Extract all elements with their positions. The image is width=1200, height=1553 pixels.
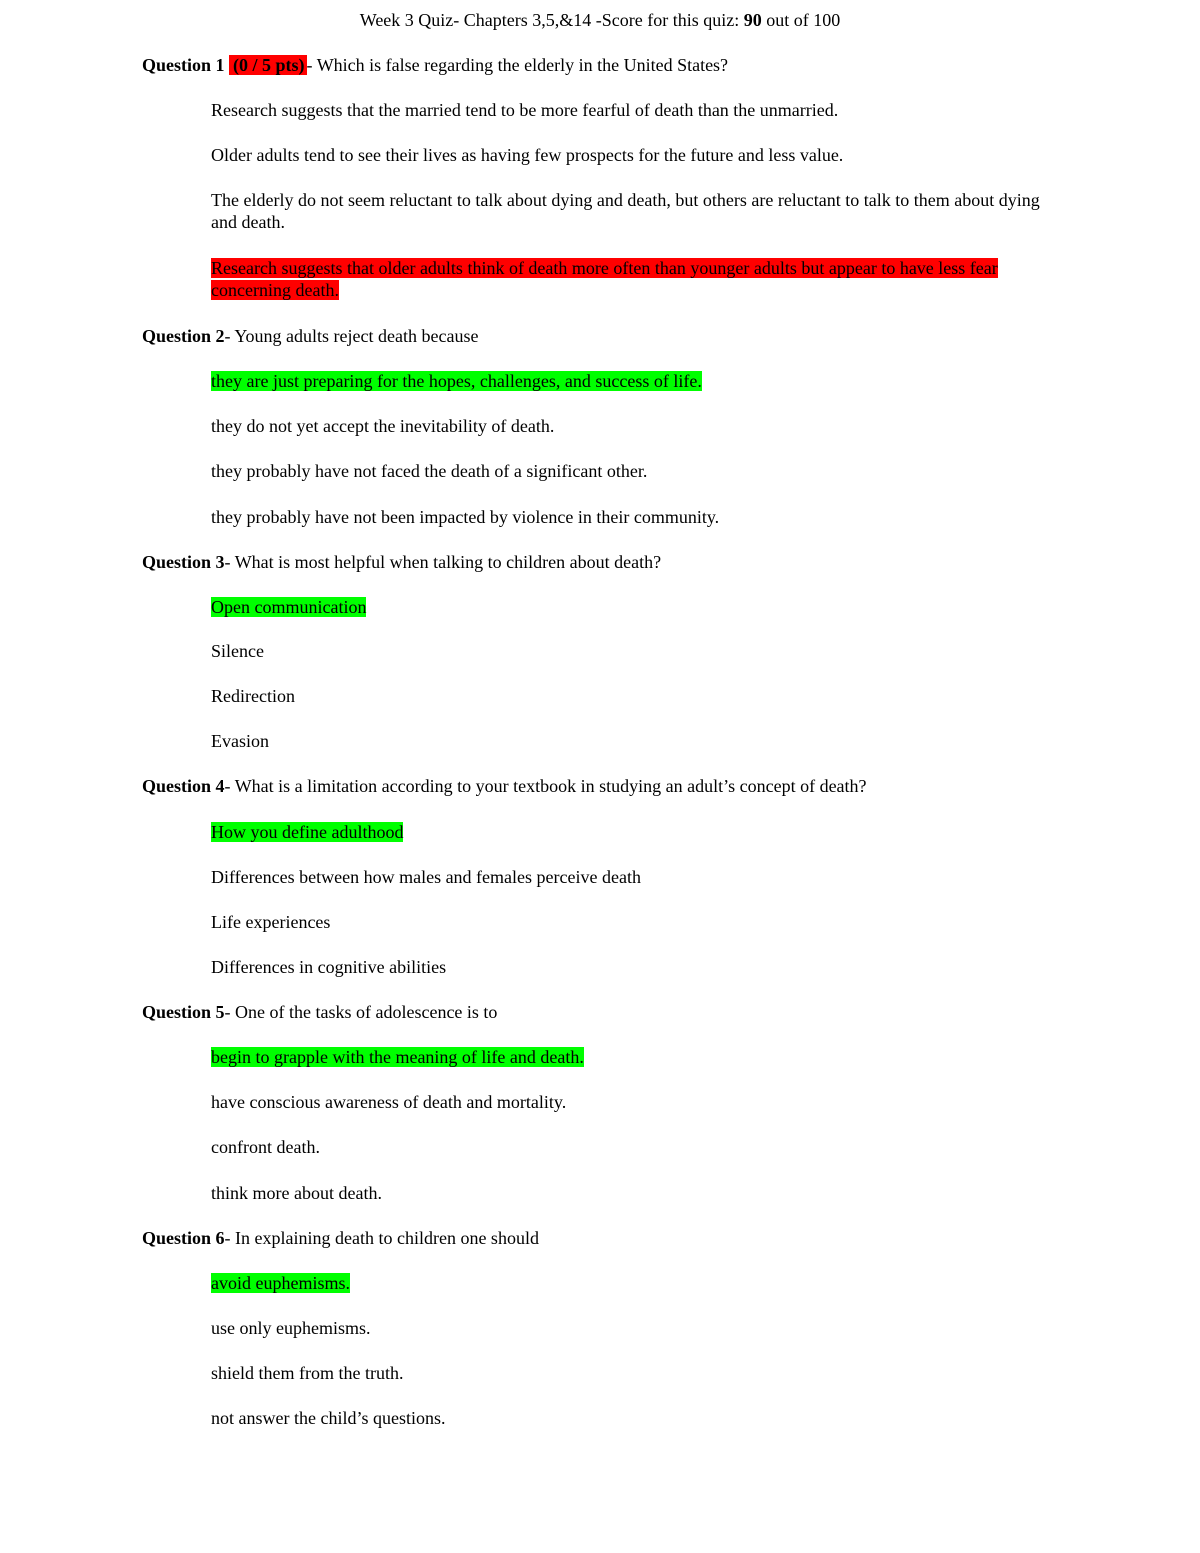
answer-text: they are just preparing for the hopes, challenges, and success of life.	[211, 371, 702, 391]
answer-option	[211, 144, 1041, 166]
answer-text: Research suggests that older adults think of death more often than younger adults but appear to have less fear concerning death.	[211, 258, 998, 300]
answer-text: they do not yet accept the inevitability of death.	[211, 416, 555, 436]
question-text: In explaining death to children one should	[235, 1228, 539, 1248]
answer-text: avoid euphemisms.	[211, 1273, 350, 1293]
answer-option	[211, 1362, 1041, 1384]
answer-option	[211, 1317, 1041, 1339]
question-separator: -	[306, 55, 317, 75]
answer-option-correct	[211, 370, 1041, 392]
answer-option-incorrect-selected	[211, 257, 1041, 301]
question-label: Question 1	[142, 55, 225, 75]
question-4	[142, 775, 1042, 797]
answer-option	[211, 460, 1041, 482]
answer-text: Evasion	[211, 731, 269, 751]
answer-option	[211, 640, 1041, 662]
answer-text: The elderly do not seem reluctant to talk about dying and death, but others are reluctant to talk to them about dying and death.	[211, 190, 1040, 232]
answer-text: not answer the child’s questions.	[211, 1408, 446, 1428]
answer-text: Research suggests that the married tend to be more fearful of death than the unmarried.	[211, 100, 839, 120]
title-suffix: out of 100	[761, 10, 841, 30]
answer-text: Older adults tend to see their lives as having few prospects for the future and less value.	[211, 145, 844, 165]
question-separator: -	[224, 776, 235, 796]
answer-option	[211, 506, 1041, 528]
question-1	[142, 54, 1042, 76]
question-label: Question 6	[142, 1228, 225, 1248]
answer-text: Redirection	[211, 686, 295, 706]
question-text: What is a limitation according to your textbook in studying an adult’s concept of death?	[234, 776, 867, 796]
answer-option	[211, 730, 1041, 752]
answer-text: use only euphemisms.	[211, 1318, 371, 1338]
page-title	[0, 9, 1200, 31]
question-separator: -	[224, 552, 235, 572]
answer-option	[211, 911, 1041, 933]
question-text: Which is false regarding the elderly in the United States?	[316, 55, 729, 75]
answer-option-correct	[211, 821, 1041, 843]
answer-option	[211, 415, 1041, 437]
question-text: One of the tasks of adolescence is to	[235, 1002, 498, 1022]
answer-text: How you define adulthood	[211, 822, 404, 842]
question-separator: -	[224, 1228, 236, 1248]
answer-option	[211, 1091, 1041, 1113]
answer-option	[211, 189, 1041, 233]
answer-text: Life experiences	[211, 912, 331, 932]
answer-option-correct	[211, 1046, 1041, 1068]
answer-text: shield them from the truth.	[211, 1363, 404, 1383]
answer-option	[211, 685, 1041, 707]
answer-option	[211, 1182, 1041, 1204]
question-label: Question 2	[142, 326, 225, 346]
answer-text: begin to grapple with the meaning of life and death.	[211, 1047, 584, 1067]
question-text: Young adults reject death because	[234, 326, 479, 346]
quiz-score: 90	[743, 10, 762, 30]
answer-option	[211, 1407, 1041, 1429]
question-separator: -	[224, 1002, 236, 1022]
title-prefix: Week 3 Quiz- Chapters 3,5,&14 -Score for this quiz:	[359, 10, 744, 30]
question-text: What is most helpful when talking to children about death?	[234, 552, 662, 572]
answer-text: they probably have not faced the death of a significant other.	[211, 461, 648, 481]
answer-text: Silence	[211, 641, 264, 661]
score-badge: (0 / 5 pts)	[229, 55, 307, 75]
answer-text: Differences between how males and females perceive death	[211, 867, 641, 887]
question-label: Question 5	[142, 1002, 225, 1022]
answer-option-correct	[211, 1272, 1041, 1294]
answer-text: think more about death.	[211, 1183, 382, 1203]
answer-option-correct	[211, 596, 1041, 618]
question-label: Question 3	[142, 552, 225, 572]
answer-option	[211, 99, 1041, 121]
answer-text: Differences in cognitive abilities	[211, 957, 447, 977]
question-5	[142, 1001, 1042, 1023]
answer-text: confront death.	[211, 1137, 320, 1157]
answer-option	[211, 866, 1041, 888]
answer-option	[211, 1136, 1041, 1158]
answer-option	[211, 956, 1041, 978]
answer-text: Open communication	[211, 597, 367, 617]
question-2	[142, 325, 1042, 347]
question-label: Question 4	[142, 776, 225, 796]
question-6	[142, 1227, 1042, 1249]
answer-text: they probably have not been impacted by violence in their community.	[211, 507, 720, 527]
question-3	[142, 551, 1042, 573]
answer-text: have conscious awareness of death and mortality.	[211, 1092, 567, 1112]
question-separator: -	[224, 326, 235, 346]
